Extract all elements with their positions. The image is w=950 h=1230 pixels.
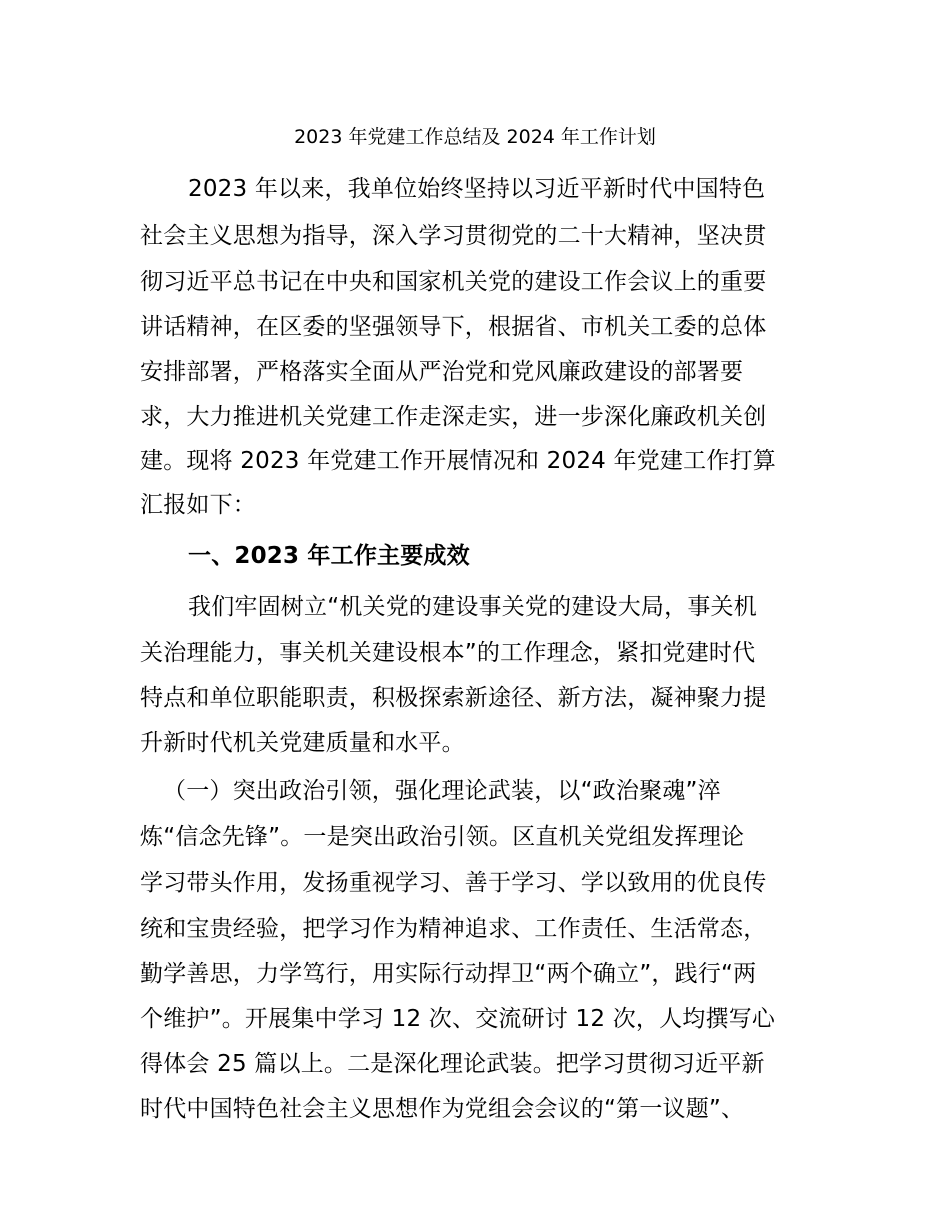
section1-line: 升新时代机关党建质量和水平。 bbox=[140, 730, 465, 756]
intro-line: 讲话精神，在区委的坚强领导下，根据省、市机关工委的总体 bbox=[140, 314, 767, 340]
subsection1-line: （一）突出政治引领，强化理论武装，以“政治聚魂”淬 bbox=[163, 778, 721, 804]
subsection1-line: 学习带头作用，发扬重视学习、善于学习、学以致用的优良传 bbox=[140, 870, 767, 896]
intro-line: 建。现将 2023 年党建工作开展情况和 2024 年党建工作打算 bbox=[140, 448, 776, 474]
intro-line: 汇报如下： bbox=[140, 492, 256, 518]
subsection1-line: 时代中国特色社会主义思想作为党组会会议的“第一议题”、 bbox=[140, 1096, 745, 1122]
intro-line: 彻习近平总书记在中央和国家机关党的建设工作会议上的重要 bbox=[140, 269, 767, 295]
section1-line: 我们牢固树立“机关党的建设事关党的建设大局，事关机 bbox=[188, 594, 757, 620]
subsection1-line: 得体会 25 篇以上。二是深化理论武装。把学习贯彻习近平新 bbox=[140, 1051, 765, 1077]
intro-line: 2023 年以来，我单位始终坚持以习近平新时代中国特色 bbox=[188, 176, 766, 202]
subsection1-line: 炼“信念先锋”。一是突出政治引领。区直机关党组发挥理论 bbox=[140, 824, 745, 850]
intro-line: 社会主义思想为指导，深入学习贯彻党的二十大精神，坚决贯 bbox=[140, 223, 767, 249]
subsection1-line: 勤学善思，力学笃行，用实际行动捍卫“两个确立”，践行“两 bbox=[140, 961, 757, 987]
document-title: 2023 年党建工作总结及 2024 年工作计划 bbox=[294, 126, 656, 148]
section1-line: 特点和单位职能职责，积极探索新途径、新方法，凝神聚力提 bbox=[140, 685, 767, 711]
intro-line: 安排部署，严格落实全面从严治党和党风廉政建设的部署要 bbox=[140, 359, 744, 385]
section-heading: 一、2023 年工作主要成效 bbox=[188, 543, 470, 569]
section1-line: 关治理能力，事关机关建设根本”的工作理念，紧扣党建时代 bbox=[140, 640, 756, 666]
subsection1-line: 个维护”。开展集中学习 12 次、交流研讨 12 次，人均撰写心 bbox=[140, 1006, 776, 1032]
subsection1-line: 统和宝贵经验，把学习作为精神追求、工作责任、生活常态， bbox=[140, 916, 767, 942]
intro-line: 求，大力推进机关党建工作走深走实，进一步深化廉政机关创 bbox=[140, 404, 767, 430]
